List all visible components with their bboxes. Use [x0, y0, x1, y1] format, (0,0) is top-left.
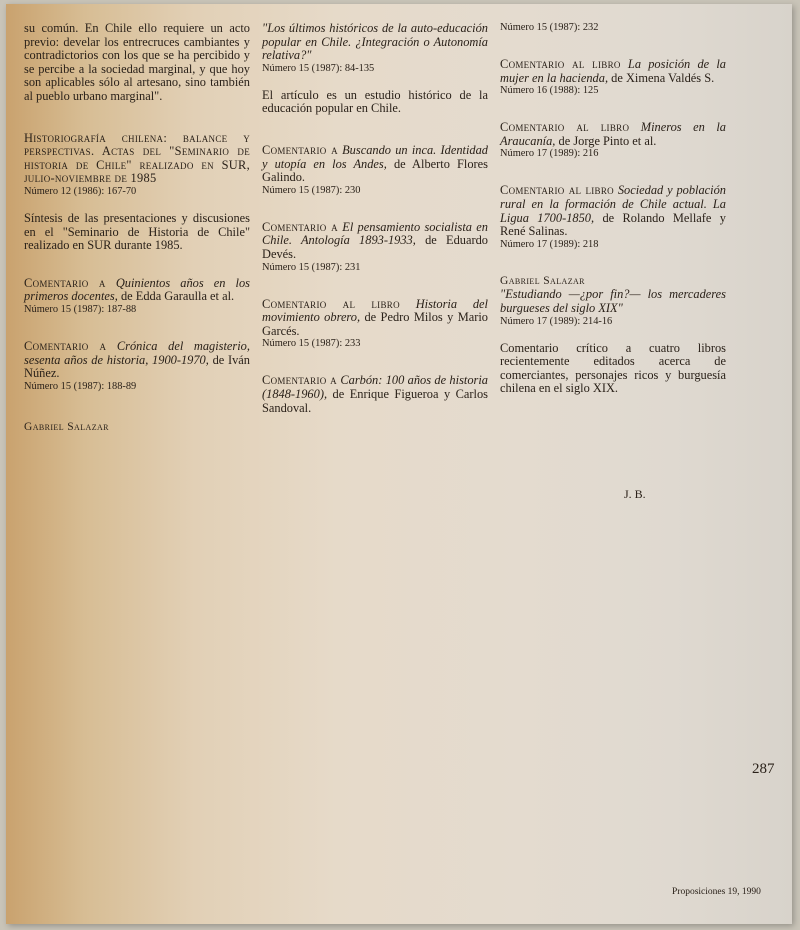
entry-lead: Comentario a [262, 219, 338, 234]
article-title: "Estudiando —¿por fin?— los mercaderes burgueses del siglo XIX" [500, 287, 726, 315]
issue-reference: Número 15 (1987): 84-135 [262, 62, 375, 74]
entry-description: Comentario crítico a cuatro libros recientemente editados acerca de comerciantes, personajes ricos y burguesía chilena en el siglo XIX. [500, 340, 726, 396]
issue-reference: Número 15 (1987): 232 [500, 22, 599, 33]
book-author: de Edda Garaulla et al. [120, 289, 235, 304]
book-author: de Iván Núñez. [24, 352, 250, 381]
entry-description: Síntesis de las presentaciones y discusiones en el "Seminario de Historia de Chile" realizado en SUR durante 1985. [24, 210, 250, 253]
column-middle [262, 22, 488, 415]
entry-lead: Comentario al libro [500, 183, 614, 198]
book-author: de Enrique Figueroa y Carlos Sandoval. [262, 386, 488, 415]
author-name: Gabriel Salazar [500, 274, 585, 287]
entry-carbon [262, 374, 488, 415]
article-title: "Los últimos históricos de la auto-educación popular en Chile. ¿Integración o Autonomía relativa?" [262, 21, 488, 63]
author-initials: J. B. [624, 487, 646, 501]
entry-pensamiento-socialista [262, 221, 488, 274]
column-right [500, 22, 726, 396]
book-author: de Eduardo Devés. [262, 233, 488, 261]
issue-reference: Número 15 (1987): 187-88 [24, 303, 137, 315]
entry-auto-educacion [262, 22, 488, 75]
entry-lead: Comentario al libro [500, 57, 621, 71]
entry-cronica [24, 340, 250, 393]
book-title: Historia del movimiento obrero, [262, 296, 488, 325]
book-title: El pensamiento socialista en Chile. Antología 1893-1933, [262, 219, 488, 248]
entry-lead: Comentario al libro [500, 120, 630, 135]
issue-reference: Número 15 (1987): 230 [262, 184, 361, 196]
book-author: de Jorge Pinto et al. [558, 133, 657, 148]
book-title: La posición de la mujer en la hacienda, [500, 57, 726, 85]
issue-reference: Número 16 (1988): 125 [500, 85, 599, 97]
book-title: Sociedad y población rural en la formación de Chile actual. La Ligua 1700-1850, [500, 183, 726, 225]
entry-mujer-hacienda [500, 58, 726, 97]
page [6, 4, 792, 924]
entry-lead: Comentario a [24, 338, 107, 353]
entry-mercaderes [500, 275, 726, 328]
issue-reference: Número 17 (1989): 218 [500, 238, 599, 250]
book-title: Crónica del magisterio, sesenta años de historia, 1900-1970, [24, 338, 250, 367]
page-number: 287 [752, 761, 775, 777]
book-title: Carbón: 100 años de historia (1848-1960), [262, 373, 488, 401]
issue-reference: Número 12 (1986): 167-70 [24, 185, 137, 197]
book-title: Buscando un inca. Identidad y utopía en los Andes, [262, 142, 488, 171]
issue-reference: Número 15 (1987): 233 [262, 338, 361, 350]
entry-historiografia [24, 132, 250, 198]
book-author: de Rolando Mellafe y René Salinas. [500, 210, 726, 239]
book-author: de Ximena Valdés S. [611, 70, 715, 85]
entry-title: Historiografía chilena: balance y perspectivas. Actas del "Seminario de historia de Chile" realizado en SUR, julio-noviembre de 1985 [24, 130, 250, 186]
author-name: Gabriel Salazar [24, 420, 109, 433]
entry-buscando-un-inca [262, 144, 488, 197]
book-title: Mineros en la Araucanía, [500, 120, 726, 148]
entry-movimiento-obrero [262, 298, 488, 351]
footer-citation: Proposiciones 19, 1990 [672, 887, 761, 897]
entry-carbon-continued [500, 22, 726, 34]
entry-lead: Comentario al libro [262, 296, 400, 311]
issue-reference: Número 17 (1989): 216 [500, 148, 599, 160]
entry-sociedad-poblacion [500, 184, 726, 250]
entry-description: El artículo es un estudio histórico de la educación popular en Chile. [262, 87, 488, 116]
book-title: Quinientos años en los primeros docentes, [24, 275, 250, 304]
entry-mineros-araucania [500, 121, 726, 160]
column-left [24, 22, 250, 434]
issue-reference: Número 15 (1987): 188-89 [24, 380, 137, 392]
entry-lead: Comentario a [262, 373, 337, 388]
issue-reference: Número 17 (1989): 214-16 [500, 315, 613, 327]
entry-lead: Comentario a [24, 275, 106, 290]
entry-quinientos [24, 277, 250, 316]
issue-reference: Número 15 (1987): 231 [262, 261, 361, 273]
book-author: de Alberto Flores Galindo. [262, 156, 488, 185]
book-author: de Pedro Milos y Mario Garcés. [262, 310, 488, 338]
intro-paragraph: su común. En Chile ello requiere un acto previo: develar los entrecruces cambiantes y contradictorios con los que se ha percibido y se percibe a la sociedad marginal, y que hoy son aplicables sólo al artesano, sino también al pueblo urbano marginal". [24, 21, 250, 103]
entry-lead: Comentario a [262, 142, 338, 157]
